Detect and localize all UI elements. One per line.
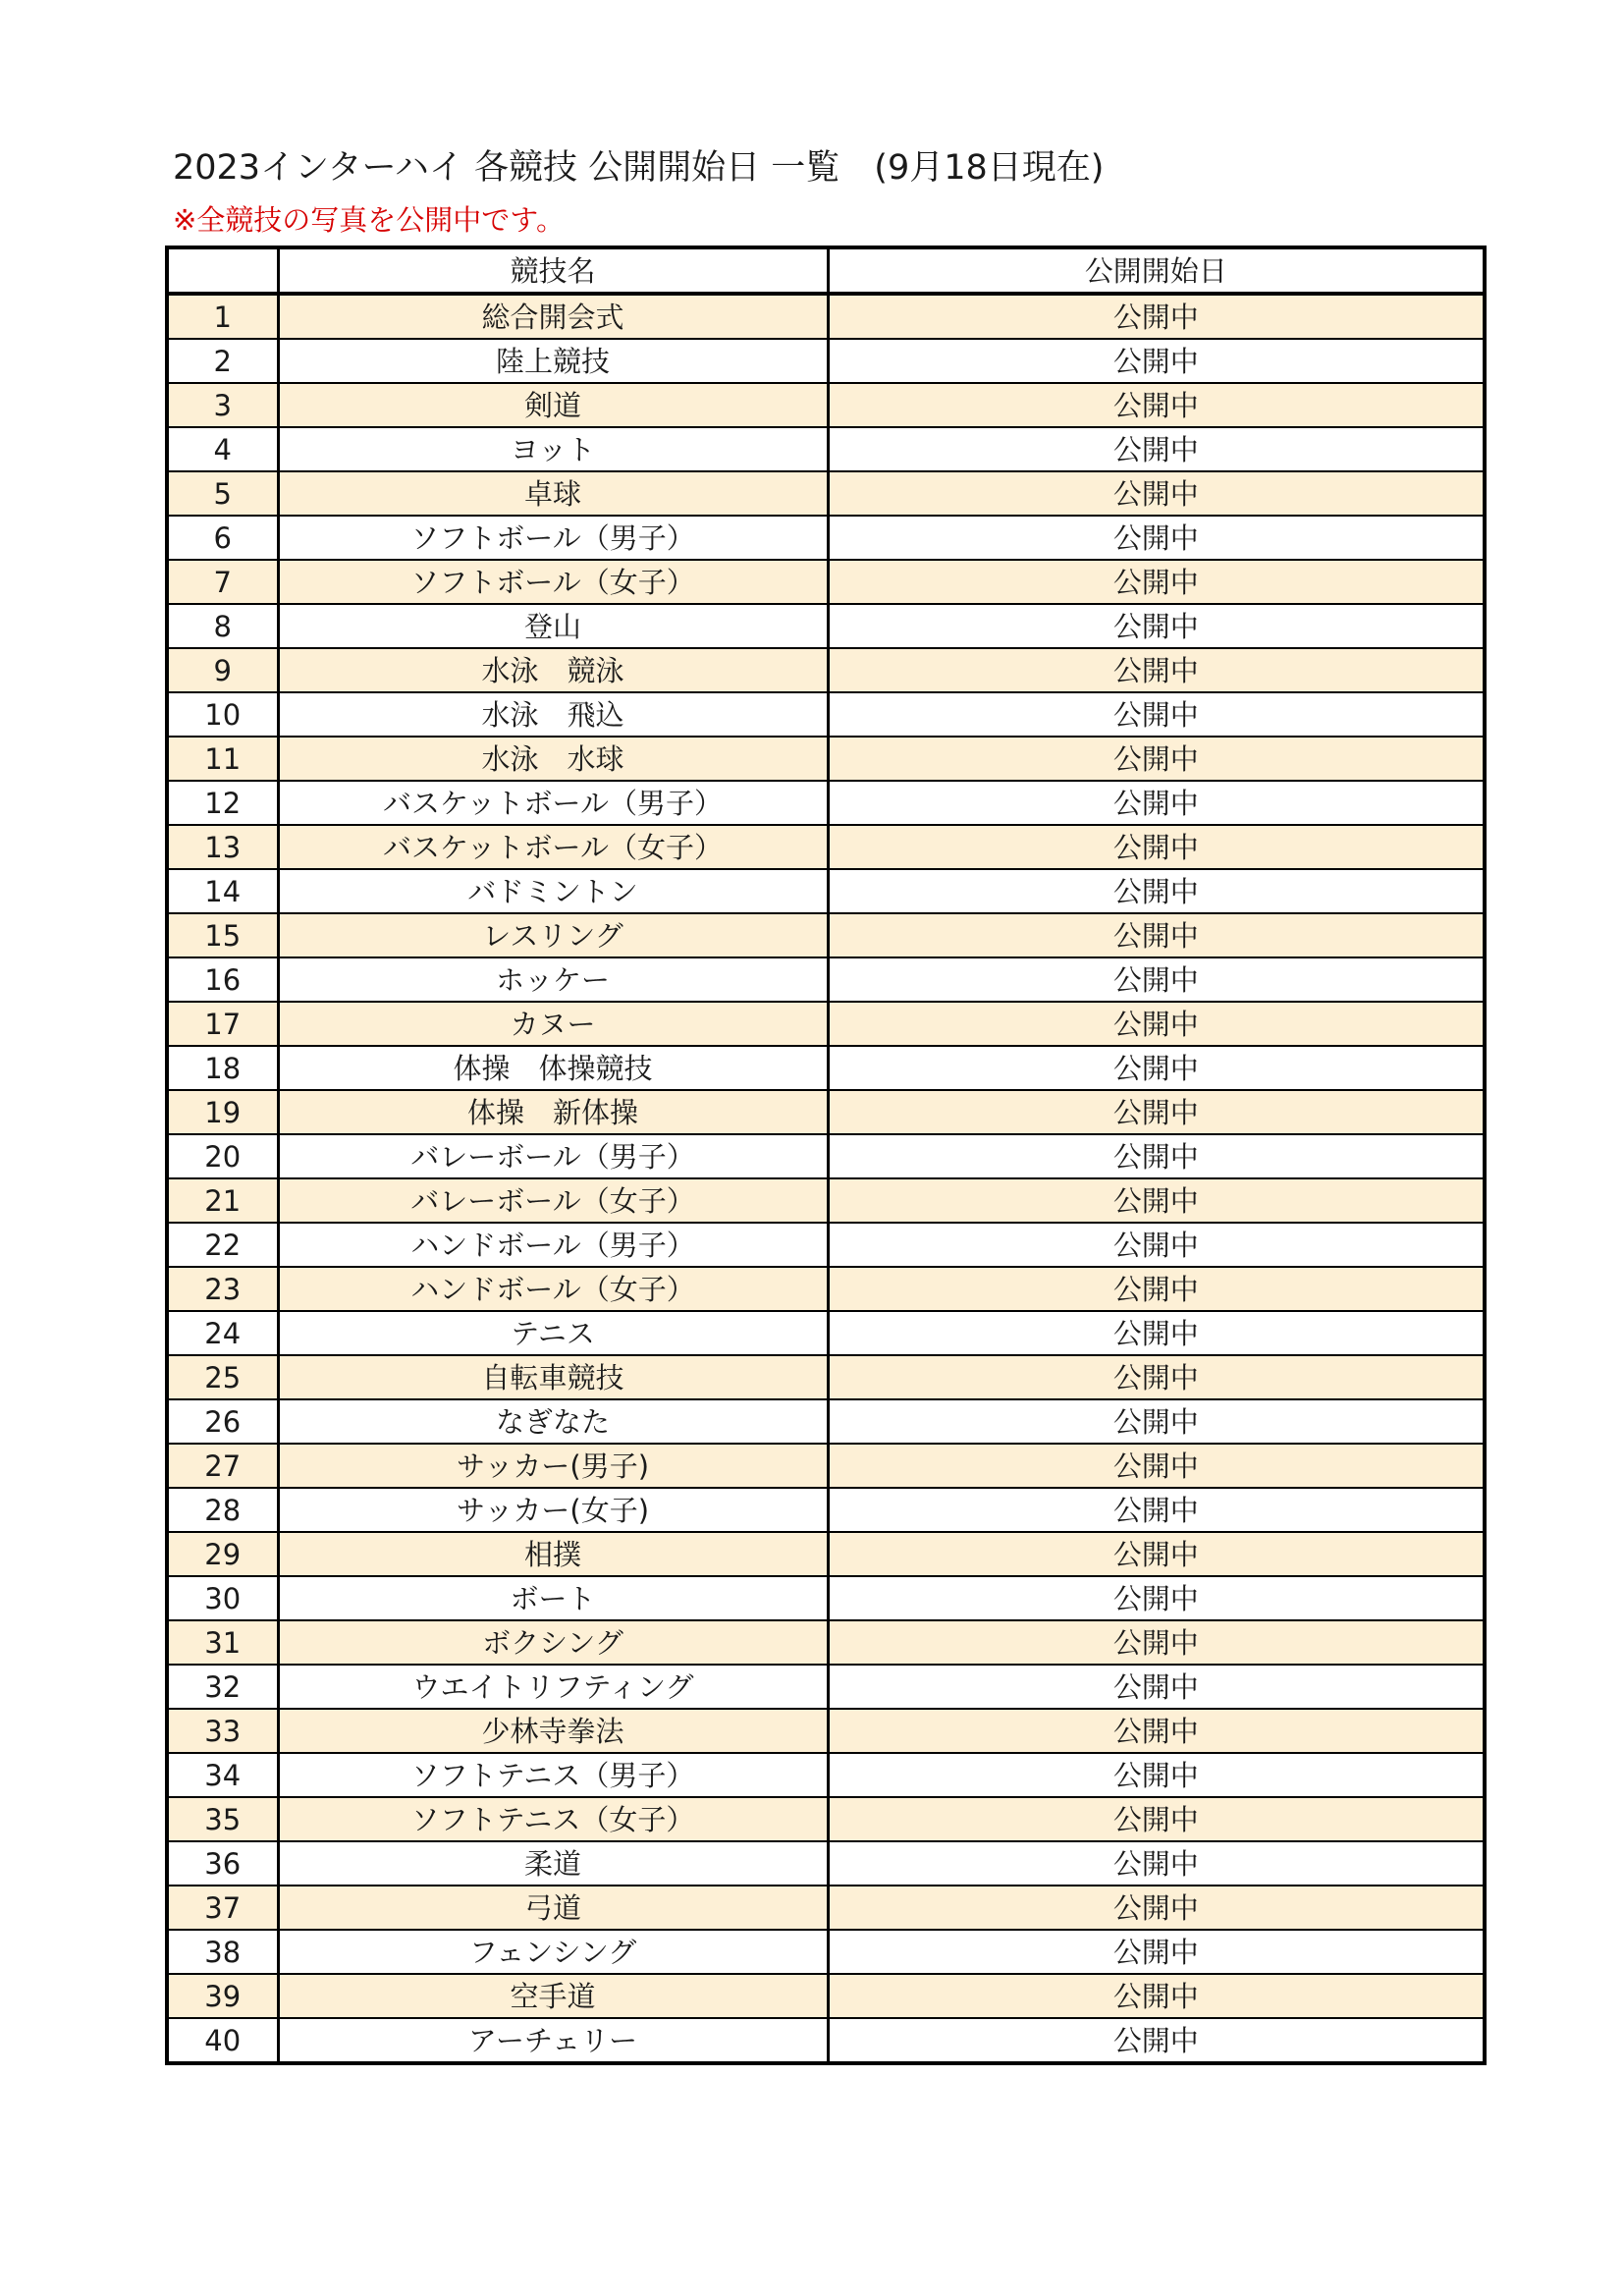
row-number: 30 (167, 1576, 278, 1620)
row-number: 27 (167, 1444, 278, 1488)
row-status: 公開中 (828, 1532, 1485, 1576)
row-number: 28 (167, 1488, 278, 1532)
table-row (167, 2018, 1485, 2063)
table-row (167, 913, 1485, 957)
row-status: 公開中 (828, 913, 1485, 957)
row-event-name: 水泳 競泳 (278, 648, 828, 692)
row-status: 公開中 (828, 1267, 1485, 1311)
row-status: 公開中 (828, 781, 1485, 825)
row-number: 31 (167, 1620, 278, 1665)
row-status: 公開中 (828, 560, 1485, 604)
row-event-name: 弓道 (278, 1886, 828, 1930)
header-event-name: 競技名 (278, 247, 828, 294)
row-event-name: 空手道 (278, 1974, 828, 2018)
table-row (167, 1797, 1485, 1841)
row-event-name: 水泳 飛込 (278, 692, 828, 737)
header-release-date: 公開開始日 (828, 247, 1485, 294)
row-event-name: 自転車競技 (278, 1355, 828, 1399)
row-event-name: レスリング (278, 913, 828, 957)
table-row (167, 427, 1485, 471)
row-event-name: フェンシング (278, 1930, 828, 1974)
row-event-name: 体操 体操競技 (278, 1046, 828, 1090)
row-event-name: ホッケー (278, 957, 828, 1002)
row-number: 38 (167, 1930, 278, 1974)
row-status: 公開中 (828, 1797, 1485, 1841)
notice-text: ※全競技の写真を公開中です。 (173, 203, 565, 237)
row-number: 2 (167, 339, 278, 383)
row-number: 37 (167, 1886, 278, 1930)
row-event-name: 登山 (278, 604, 828, 648)
row-number: 40 (167, 2018, 278, 2063)
row-event-name: ハンドボール（女子） (278, 1267, 828, 1311)
table-row (167, 692, 1485, 737)
row-status: 公開中 (828, 339, 1485, 383)
table-row (167, 1046, 1485, 1090)
row-number: 14 (167, 869, 278, 913)
table-row (167, 1311, 1485, 1355)
table-row (167, 471, 1485, 516)
row-number: 34 (167, 1753, 278, 1797)
row-status: 公開中 (828, 1974, 1485, 2018)
row-number: 35 (167, 1797, 278, 1841)
row-event-name: バレーボール（男子） (278, 1134, 828, 1178)
row-event-name: ソフトボール（男子） (278, 516, 828, 560)
table-row (167, 1223, 1485, 1267)
row-status: 公開中 (828, 1576, 1485, 1620)
row-number: 26 (167, 1399, 278, 1444)
row-status: 公開中 (828, 1355, 1485, 1399)
row-status: 公開中 (828, 383, 1485, 427)
header-number (167, 247, 278, 294)
row-number: 13 (167, 825, 278, 869)
table-row (167, 1002, 1485, 1046)
row-status: 公開中 (828, 825, 1485, 869)
table-row (167, 560, 1485, 604)
row-number: 19 (167, 1090, 278, 1134)
row-event-name: 水泳 水球 (278, 737, 828, 781)
row-status: 公開中 (828, 2018, 1485, 2063)
row-status: 公開中 (828, 737, 1485, 781)
row-number: 10 (167, 692, 278, 737)
row-number: 33 (167, 1709, 278, 1753)
row-status: 公開中 (828, 869, 1485, 913)
table-row (167, 1090, 1485, 1134)
row-event-name: ソフトテニス（男子） (278, 1753, 828, 1797)
table-row (167, 957, 1485, 1002)
row-status: 公開中 (828, 1046, 1485, 1090)
row-status: 公開中 (828, 1709, 1485, 1753)
row-number: 12 (167, 781, 278, 825)
row-event-name: ウエイトリフティング (278, 1665, 828, 1709)
table-row (167, 1974, 1485, 2018)
row-number: 39 (167, 1974, 278, 2018)
row-status: 公開中 (828, 1753, 1485, 1797)
row-status: 公開中 (828, 1090, 1485, 1134)
row-status: 公開中 (828, 957, 1485, 1002)
row-event-name: 総合開会式 (278, 294, 828, 339)
row-event-name: テニス (278, 1311, 828, 1355)
row-status: 公開中 (828, 692, 1485, 737)
table-row (167, 737, 1485, 781)
row-status: 公開中 (828, 648, 1485, 692)
row-number: 29 (167, 1532, 278, 1576)
row-event-name: なぎなた (278, 1399, 828, 1444)
row-status: 公開中 (828, 1886, 1485, 1930)
row-number: 8 (167, 604, 278, 648)
row-event-name: 相撲 (278, 1532, 828, 1576)
event-table (165, 246, 1487, 2065)
row-number: 1 (167, 294, 278, 339)
row-status: 公開中 (828, 1223, 1485, 1267)
row-status: 公開中 (828, 1134, 1485, 1178)
row-status: 公開中 (828, 1002, 1485, 1046)
row-number: 9 (167, 648, 278, 692)
row-status: 公開中 (828, 1665, 1485, 1709)
row-number: 4 (167, 427, 278, 471)
row-number: 23 (167, 1267, 278, 1311)
table-row (167, 1134, 1485, 1178)
page-title: 2023インターハイ 各競技 公開開始日 一覧 (9月18日現在) (173, 148, 1105, 188)
row-status: 公開中 (828, 1311, 1485, 1355)
table-header-row (167, 247, 1485, 294)
row-number: 7 (167, 560, 278, 604)
row-number: 16 (167, 957, 278, 1002)
table-row (167, 825, 1485, 869)
row-status: 公開中 (828, 1488, 1485, 1532)
row-number: 15 (167, 913, 278, 957)
row-status: 公開中 (828, 516, 1485, 560)
table-row (167, 869, 1485, 913)
row-status: 公開中 (828, 1841, 1485, 1886)
row-number: 3 (167, 383, 278, 427)
row-event-name: サッカー(女子) (278, 1488, 828, 1532)
row-event-name: ソフトテニス（女子） (278, 1797, 828, 1841)
row-status: 公開中 (828, 1930, 1485, 1974)
table-row (167, 1399, 1485, 1444)
row-event-name: ハンドボール（男子） (278, 1223, 828, 1267)
table-row (167, 648, 1485, 692)
row-event-name: バスケットボール（男子） (278, 781, 828, 825)
row-status: 公開中 (828, 1399, 1485, 1444)
row-event-name: 陸上競技 (278, 339, 828, 383)
table-row (167, 1267, 1485, 1311)
row-status: 公開中 (828, 427, 1485, 471)
row-event-name: バドミントン (278, 869, 828, 913)
row-status: 公開中 (828, 1444, 1485, 1488)
table-row (167, 1841, 1485, 1886)
row-number: 36 (167, 1841, 278, 1886)
row-event-name: カヌー (278, 1002, 828, 1046)
table-row (167, 604, 1485, 648)
row-number: 32 (167, 1665, 278, 1709)
row-event-name: バスケットボール（女子） (278, 825, 828, 869)
table-row (167, 1886, 1485, 1930)
table-row (167, 781, 1485, 825)
row-event-name: ヨット (278, 427, 828, 471)
table-row (167, 1620, 1485, 1665)
row-event-name: バレーボール（女子） (278, 1178, 828, 1223)
row-status: 公開中 (828, 1620, 1485, 1665)
row-number: 5 (167, 471, 278, 516)
table-row (167, 1488, 1485, 1532)
row-event-name: 剣道 (278, 383, 828, 427)
row-number: 17 (167, 1002, 278, 1046)
row-number: 18 (167, 1046, 278, 1090)
row-event-name: ソフトボール（女子） (278, 560, 828, 604)
table-row (167, 1930, 1485, 1974)
row-number: 24 (167, 1311, 278, 1355)
table-row (167, 339, 1485, 383)
table-row (167, 1444, 1485, 1488)
row-number: 25 (167, 1355, 278, 1399)
row-event-name: 少林寺拳法 (278, 1709, 828, 1753)
table-row (167, 1178, 1485, 1223)
table-row (167, 1709, 1485, 1753)
table-row (167, 1576, 1485, 1620)
row-event-name: ボート (278, 1576, 828, 1620)
table-row (167, 1665, 1485, 1709)
row-status: 公開中 (828, 604, 1485, 648)
row-event-name: 体操 新体操 (278, 1090, 828, 1134)
table-row (167, 1355, 1485, 1399)
row-event-name: サッカー(男子) (278, 1444, 828, 1488)
row-status: 公開中 (828, 471, 1485, 516)
row-status: 公開中 (828, 1178, 1485, 1223)
row-number: 21 (167, 1178, 278, 1223)
table-row (167, 1753, 1485, 1797)
row-number: 11 (167, 737, 278, 781)
row-event-name: 卓球 (278, 471, 828, 516)
row-number: 6 (167, 516, 278, 560)
row-event-name: ボクシング (278, 1620, 828, 1665)
row-event-name: 柔道 (278, 1841, 828, 1886)
table-row (167, 1532, 1485, 1576)
table-row (167, 383, 1485, 427)
table-row (167, 516, 1485, 560)
table-body (167, 294, 1485, 2063)
row-number: 22 (167, 1223, 278, 1267)
table-row (167, 294, 1485, 339)
row-status: 公開中 (828, 294, 1485, 339)
row-event-name: アーチェリー (278, 2018, 828, 2063)
row-number: 20 (167, 1134, 278, 1178)
